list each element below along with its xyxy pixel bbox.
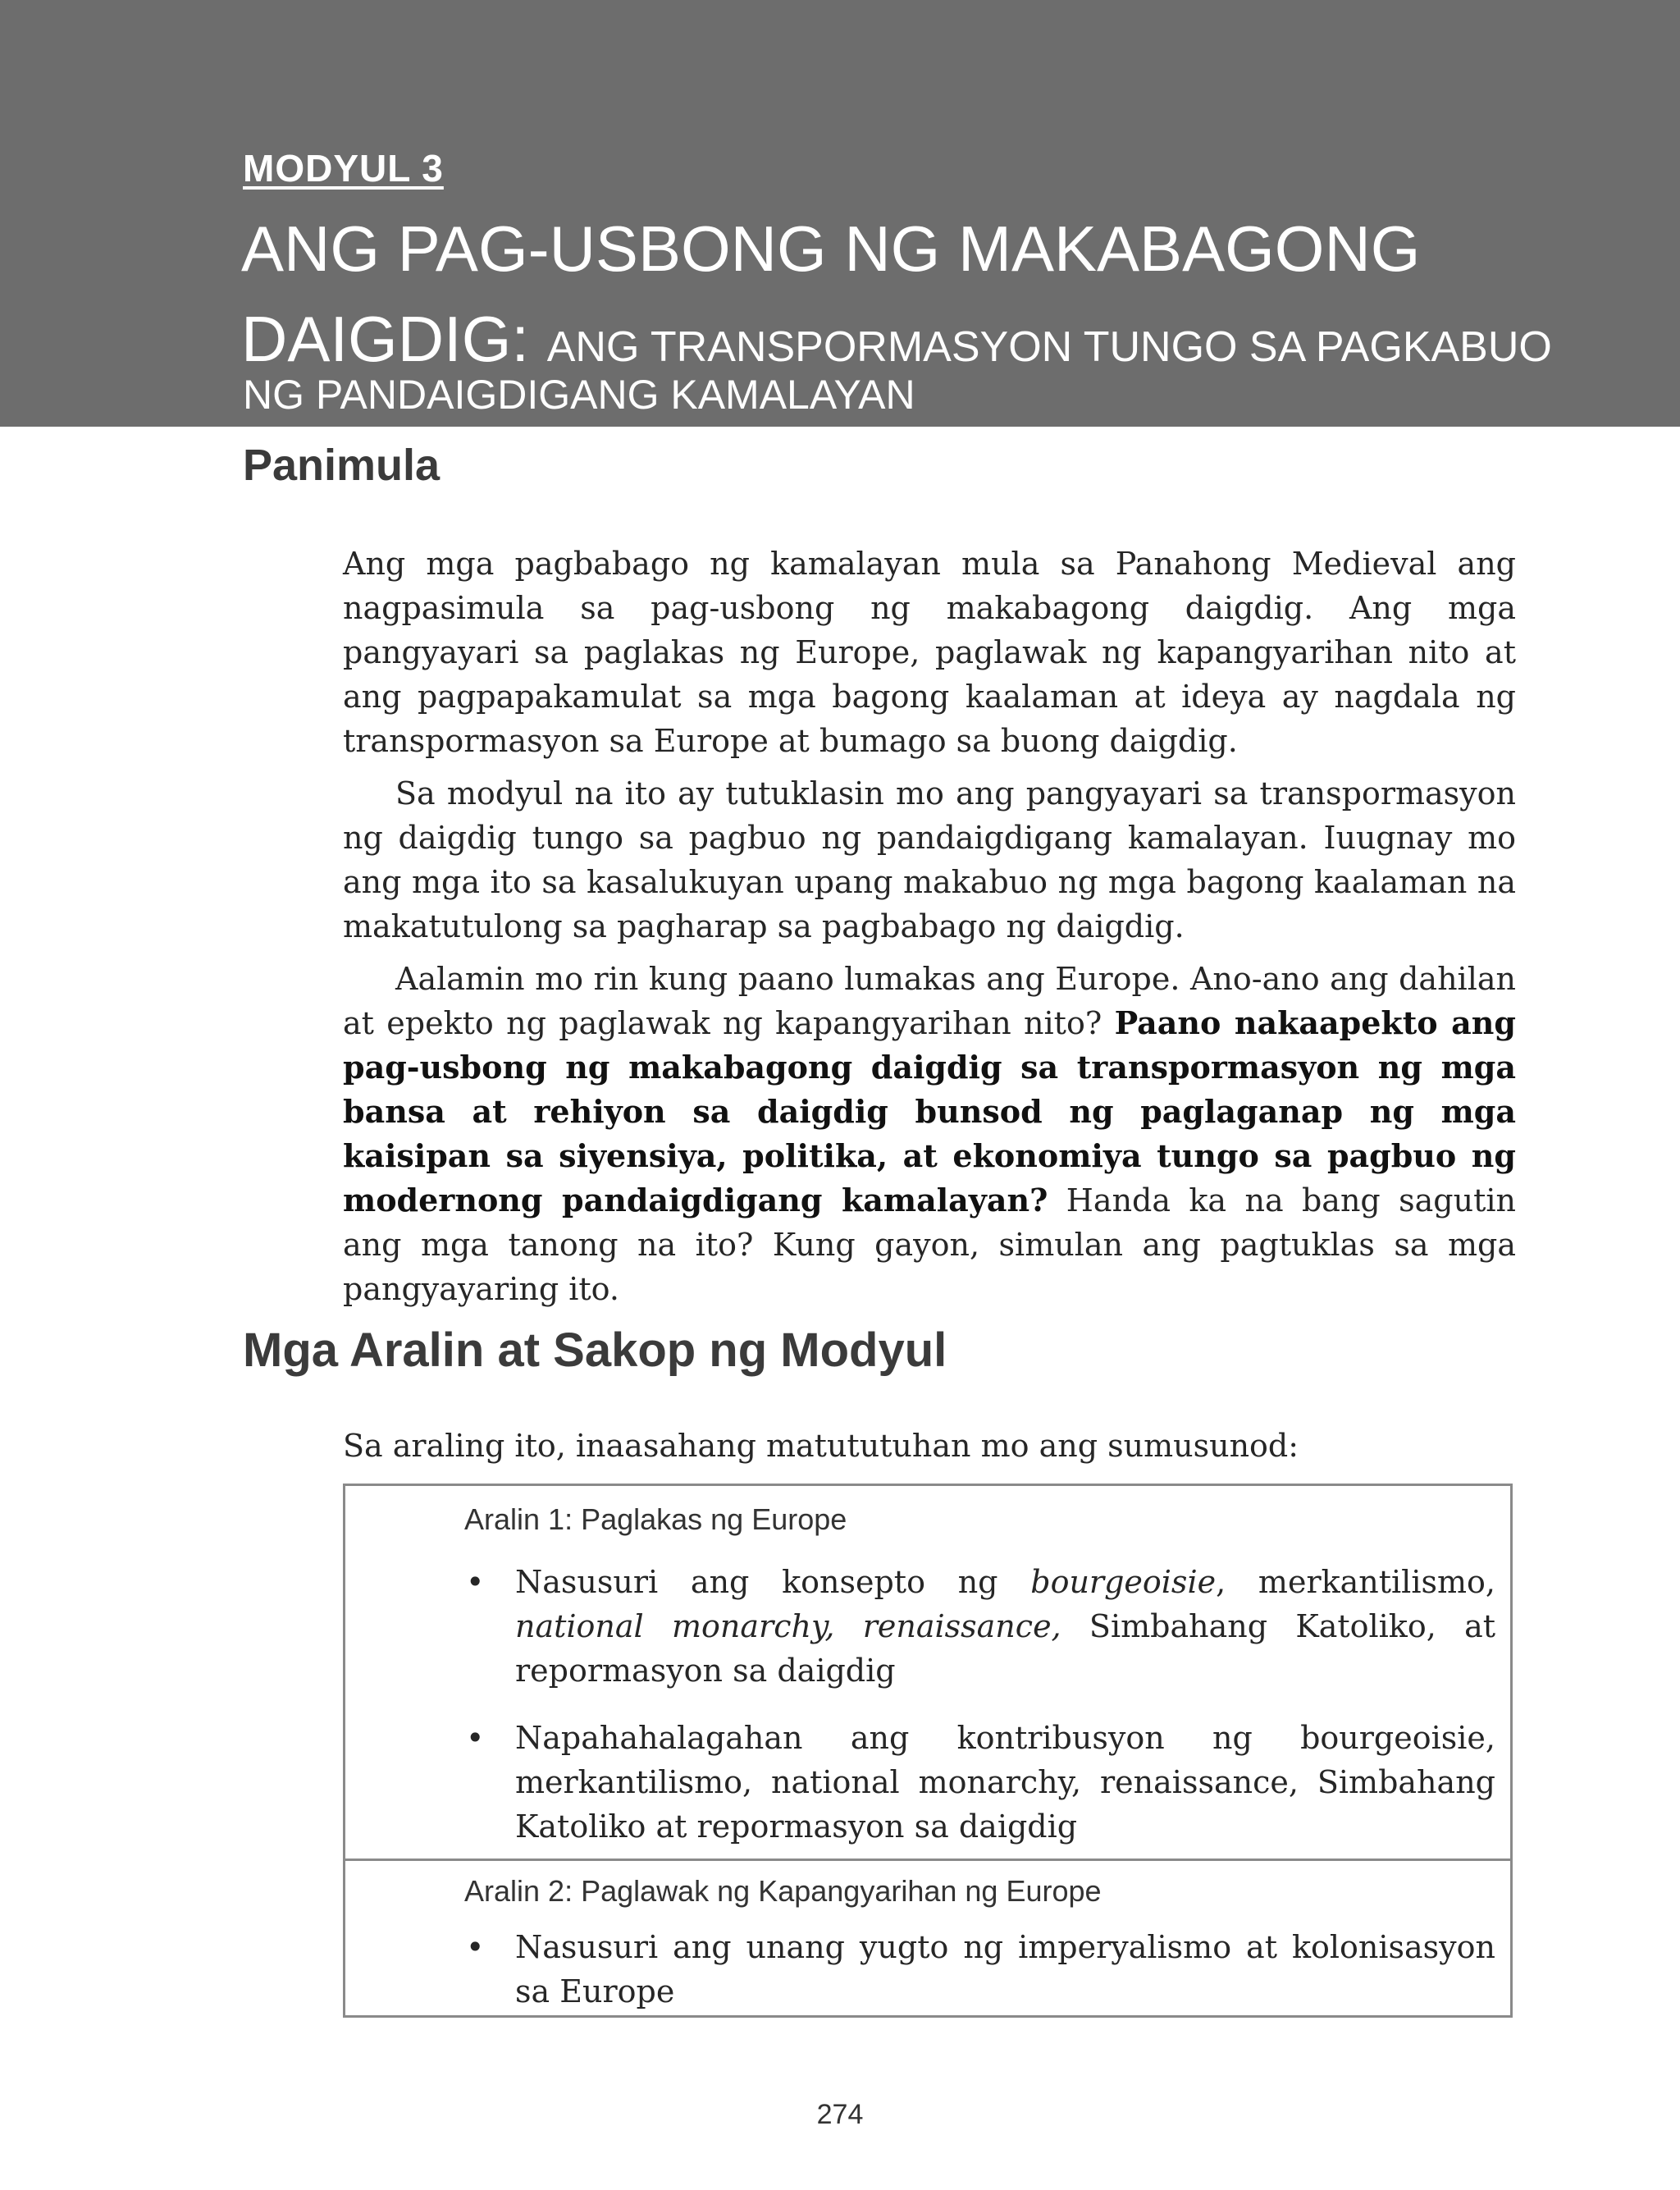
intro-paragraph-3-start: Aalamin mo rin kung paano lumakas ang Europe. Ano-ano ang dahilan at epekto ng paglawak ng kapangyarihan nito? [343, 961, 1516, 1041]
module-title-line-1: ANG PAG-USBONG NG MAKABAGONG [241, 213, 1421, 285]
module-label: MODYUL 3 [243, 147, 444, 190]
intro-paragraph-3 [343, 957, 1516, 1311]
page-number: 274 [816, 2099, 864, 2130]
lesson-1-objectives [464, 1560, 1495, 1849]
list-item [464, 1925, 1495, 2014]
objective-text: Nasusuri ang unang yugto ng imperyalismo at kolonisasyon sa Europe [515, 1929, 1495, 2009]
lesson-2-row [345, 1859, 1510, 2015]
bullet-icon: • [466, 1720, 485, 1756]
list-item [464, 1560, 1495, 1693]
intro-paragraph-3-end: Handa ka na bang sagutin ang mga tanong na ito? Kung gayon, simulan ang pagtuklas sa mga pangyayaring ito. [343, 1182, 1516, 1307]
objective-text: Napahahalagahan ang kontribusyon ng bourgeoisie, merkantilismo, national monarchy, renaissance, Simbahang Katoliko at repormasyon sa daigdig [515, 1720, 1495, 1845]
panimula-heading: Panimula [243, 441, 441, 490]
module-title-line-3: NG PANDAIGDIGANG KAMALAYAN [243, 372, 915, 418]
intro-paragraph-1: Ang mga pagbabago ng kamalayan mula sa Panahong Medieval ang nagpasimula sa pag-usbong ng makabagong daigdig. Ang mga pangyayari sa paglakas ng Europe, paglawak ng kapangyarihan nito at ang pagpapakamulat sa mga bagong kaalaman at ideya ay nagdala ng transpormasyon sa Europe at bumago sa buong daigdig. [343, 546, 1516, 759]
list-item [464, 1716, 1495, 1849]
objective-term: bourgeoisie [1030, 1564, 1217, 1600]
lesson-2-label: Aralin 2: Paglawak ng Kapangyarihan ng Europe [464, 1874, 1102, 1908]
lessons-table [343, 1484, 1513, 2018]
module-header-banner [0, 0, 1680, 427]
objective-text: Nasusuri ang konsepto ng [515, 1564, 1031, 1600]
lesson-2-objectives [464, 1925, 1495, 2014]
bullet-icon: • [466, 1929, 485, 1965]
bullet-icon: • [466, 1564, 485, 1600]
lesson-1-label: Aralin 1: Paglakas ng Europe [464, 1502, 847, 1536]
objective-term: national monarchy, renaissance, [515, 1608, 1061, 1644]
panimula-body [343, 542, 1516, 1319]
intro-paragraph-2: Sa modyul na ito ay tutuklasin mo ang pangyayari sa transpormasyon ng daigdig tungo sa pagbuo ng pandaigdigang kamalayan. Iuugnay mo ang mga ito sa kasalukuyan upang makabuo ng mga bagong kaalaman na makatutulong sa pagharap sa pagbabago ng daigdig. [343, 775, 1516, 944]
aralin-heading: Mga Aralin at Sakop ng Modyul [243, 1324, 947, 1377]
module-title-line-2 [241, 302, 1552, 377]
lesson-1-row [345, 1486, 1510, 1859]
aralin-lead-text: Sa araling ito, inaasahang matututuhan mo ang sumusunod: [343, 1428, 1299, 1464]
objective-text: Simbahang Katoliko, at repormasyon sa daigdig [515, 1608, 1495, 1689]
focus-question: Paano nakaapekto ang pag-usbong ng makabagong daigdig sa transpormasyon ng mga bansa at rehiyon sa daigdig bunsod ng paglaganap ng mga kaisipan sa siyensiya, politika, at ekonomiya tungo sa pagbuo ng modernong pandaigdigang kamalayan? [343, 1004, 1516, 1218]
module-title-main: DAIGDIG: [241, 303, 530, 375]
objective-text: , merkantilismo, [1216, 1564, 1495, 1600]
module-title-sub: ANG TRANSPORMASYON TUNGO SA PAGKABUO [546, 323, 1552, 371]
